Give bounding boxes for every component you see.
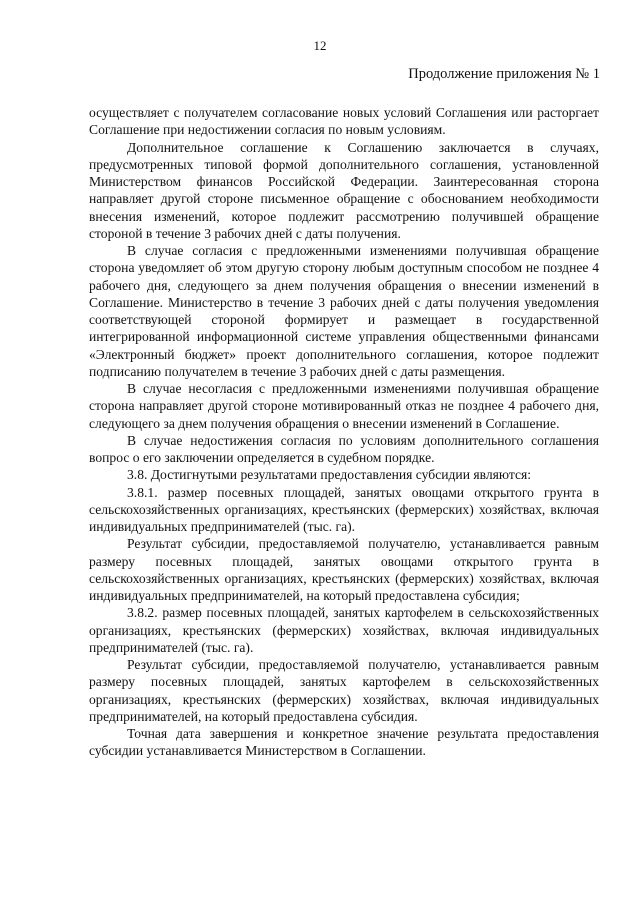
paragraph: Точная дата завершения и конкретное значение результата предоставления субсидии устанавливается Министерством в Соглашении. <box>89 726 599 759</box>
paragraph: Результат субсидии, предоставляемой получателю, устанавливается равным размеру посевных площадей, занятых овощами открытого грунта в сельскохозяйственных организациях, крестьянских (фермерских) хозяйствах, включая индивидуальных предпринимателей, на который предоставлена субсидия; <box>89 536 599 603</box>
paragraph: Результат субсидии, предоставляемой получателю, устанавливается равным размеру посевных площадей, занятых картофелем в сельскохозяйственных организациях, крестьянских (фермерских) хозяйствах, включая индивидуальных предпринимателей, на который предоставлена субсидия. <box>89 657 599 724</box>
paragraph: В случае несогласия с предложенными изменениями получившая обращение сторона направляет другой стороне мотивированный отказ не позднее 4 рабочего дня, следующего за днем получения обращения о внесении изменений в Соглашение. <box>89 381 599 431</box>
paragraph: 3.8.2. размер посевных площадей, занятых картофелем в сельскохозяйственных организациях, крестьянских (фермерских) хозяйствах, включая индивидуальных предпринимателей (тыс. га). <box>89 605 599 655</box>
paragraph: Дополнительное соглашение к Соглашению заключается в случаях, предусмотренных типовой формой дополнительного соглашения, установленной Министерством финансов Российской Федерации. Заинтересованная сторона направляет другой стороне письменное обращение с обоснованием необходимости внесения изменений, которое подлежит рассмотрению получившей обращение стороной в течение 3 рабочих дней с даты получения. <box>89 139 599 241</box>
page-number: 12 <box>313 38 327 53</box>
paragraph: В случае недостижения согласия по условиям дополнительного соглашения вопрос о его заключении определяется в судебном порядке. <box>89 432 599 465</box>
paragraph: осуществляет с получателем согласование новых условий Соглашения или расторгает Соглашение при недостижении согласия по новым условиям. <box>89 105 599 138</box>
document-body <box>89 104 599 760</box>
paragraph: 3.8.1. размер посевных площадей, занятых овощами открытого грунта в сельскохозяйственных организациях, крестьянских (фермерских) хозяйствах, включая индивидуальных предпринимателей (тыс. га). <box>89 484 599 534</box>
section-heading: 3.8. Достигнутыми результатами предоставления субсидии являются: <box>127 467 532 483</box>
paragraph: В случае согласия с предложенными изменениями получившая обращение сторона уведомляет об этом другую сторону любым доступным способом не позднее 4 рабочего дня, следующего за днем получения обращения о внесении изменений в Соглашение. Министерство в течение 3 рабочих дней с даты получения уведомления соответствующей стороной формирует и размещает в государственной интегрированной информационной системе управления общественными финансами «Электронный бюджет» проект дополнительного соглашения, которое подлежит подписанию получателем в течение 3 рабочих дней с даты размещения. <box>89 243 599 379</box>
appendix-header: Продолжение приложения № 1 <box>408 66 600 82</box>
